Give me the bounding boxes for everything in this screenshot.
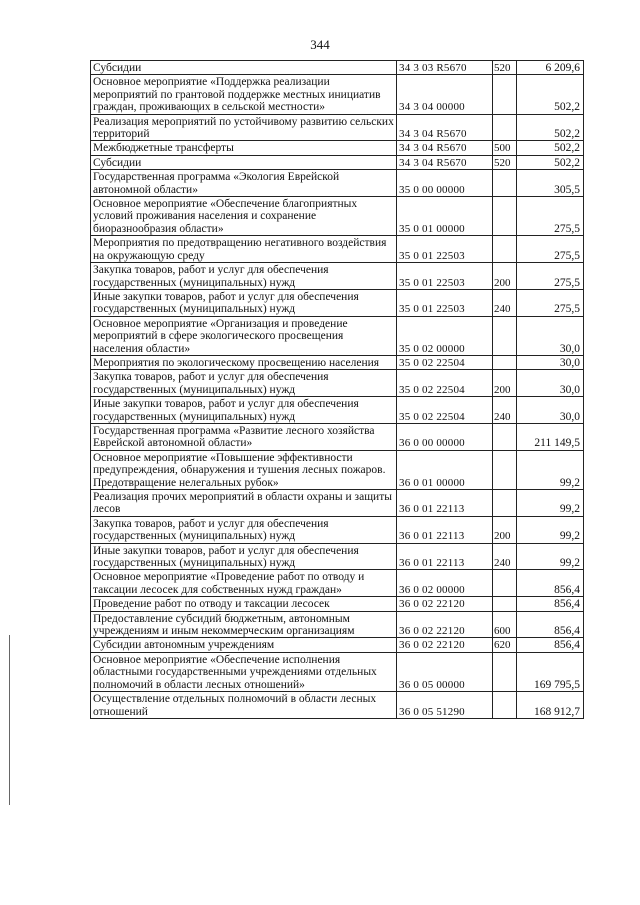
table-row [91,490,584,517]
row-code: 36 0 02 22120 [397,638,493,652]
row-code: 36 0 02 22120 [397,597,493,611]
row-amount: 99,2 [517,516,584,543]
row-amount: 6 209,6 [517,61,584,75]
table-row [91,423,584,450]
row-code: 34 3 04 R5670 [397,141,493,155]
row-code: 35 0 01 22503 [397,263,493,290]
row-code: 35 0 01 22503 [397,236,493,263]
row-amount: 502,2 [517,114,584,141]
table-row [91,355,584,369]
row-name: Субсидии [91,155,397,169]
table-row [91,61,584,75]
table-row [91,114,584,141]
row-name: Мероприятия по предотвращению негативного воздействия на окружающую среду [91,236,397,263]
row-vr: 620 [493,638,517,652]
row-name: Проведение работ по отводу и таксации лесосек [91,597,397,611]
row-amount: 30,0 [517,355,584,369]
row-amount: 30,0 [517,397,584,424]
row-vr [493,490,517,517]
row-vr: 600 [493,611,517,638]
row-name: Реализация прочих мероприятий в области охраны и защиты лесов [91,490,397,517]
table-row [91,692,584,719]
row-name: Иные закупки товаров, работ и услуг для обеспечения государственных (муниципальных) нужд [91,289,397,316]
row-name: Государственная программа «Экология Еврейской автономной области» [91,170,397,197]
row-vr [493,423,517,450]
table-row [91,570,584,597]
row-name: Закупка товаров, работ и услуг для обеспечения государственных (муниципальных) нужд [91,516,397,543]
table-row [91,289,584,316]
row-amount: 275,5 [517,236,584,263]
row-amount: 99,2 [517,450,584,489]
row-code: 36 0 01 00000 [397,450,493,489]
row-vr [493,692,517,719]
row-code: 34 3 03 R5670 [397,61,493,75]
row-name: Основное мероприятие «Повышение эффективности предупреждения, обнаружения и тушения лесных пожаров. Предотвращение нелегальных рубок» [91,450,397,489]
row-vr: 200 [493,263,517,290]
row-name: Реализация мероприятий по устойчивому развитию сельских территорий [91,114,397,141]
row-amount: 169 795,5 [517,652,584,691]
table-row [91,597,584,611]
row-name: Иные закупки товаров, работ и услуг для обеспечения государственных (муниципальных) нужд [91,543,397,570]
page-number: 344 [310,37,330,52]
row-code: 34 3 04 R5670 [397,155,493,169]
row-amount: 275,5 [517,289,584,316]
row-vr [493,170,517,197]
row-amount: 30,0 [517,316,584,355]
row-code: 36 0 01 22113 [397,490,493,517]
row-code: 36 0 01 22113 [397,516,493,543]
row-name: Основное мероприятие «Обеспечение исполнения областными государственными учреждениями отдельных полномочий в области лесных отношений» [91,652,397,691]
row-vr [493,114,517,141]
table-row [91,450,584,489]
row-code: 35 0 01 00000 [397,197,493,236]
row-amount: 275,5 [517,263,584,290]
row-amount: 856,4 [517,570,584,597]
table-row [91,370,584,397]
row-amount: 502,2 [517,75,584,114]
table-body [91,61,584,719]
row-vr: 520 [493,155,517,169]
row-vr [493,197,517,236]
row-amount: 99,2 [517,543,584,570]
row-vr: 240 [493,397,517,424]
table-row [91,75,584,114]
row-name: Предоставление субсидий бюджетным, автономным учреждениям и иным некоммерческим организациям [91,611,397,638]
row-code: 36 0 05 51290 [397,692,493,719]
row-vr [493,355,517,369]
row-vr [493,75,517,114]
row-amount: 502,2 [517,141,584,155]
row-code: 36 0 00 00000 [397,423,493,450]
row-code: 35 0 02 22504 [397,355,493,369]
row-amount: 211 149,5 [517,423,584,450]
row-code: 35 0 02 00000 [397,316,493,355]
table-row [91,397,584,424]
row-code: 36 0 02 00000 [397,570,493,597]
row-name: Основное мероприятие «Проведение работ по отводу и таксации лесосек для собственных нужд граждан» [91,570,397,597]
table-row [91,611,584,638]
row-code: 35 0 00 00000 [397,170,493,197]
row-vr [493,316,517,355]
margin-line [9,635,10,805]
table-row [91,263,584,290]
row-code: 36 0 01 22113 [397,543,493,570]
row-code: 36 0 05 00000 [397,652,493,691]
row-vr [493,450,517,489]
row-vr: 520 [493,61,517,75]
table-row [91,652,584,691]
table-row [91,543,584,570]
row-name: Основное мероприятие «Организация и проведение мероприятий в сфере экологического просвещения населения области» [91,316,397,355]
row-amount: 856,4 [517,611,584,638]
row-name: Иные закупки товаров, работ и услуг для обеспечения государственных (муниципальных) нужд [91,397,397,424]
row-name: Закупка товаров, работ и услуг для обеспечения государственных (муниципальных) нужд [91,370,397,397]
row-name: Осуществление отдельных полномочий в области лесных отношений [91,692,397,719]
row-amount: 275,5 [517,197,584,236]
row-vr: 240 [493,543,517,570]
row-vr [493,597,517,611]
row-amount: 502,2 [517,155,584,169]
table-row [91,638,584,652]
table-row [91,197,584,236]
row-name: Межбюджетные трансферты [91,141,397,155]
row-name: Субсидии автономным учреждениям [91,638,397,652]
budget-table [90,60,584,719]
table-row [91,170,584,197]
row-vr: 200 [493,516,517,543]
row-name: Основное мероприятие «Поддержка реализации мероприятий по грантовой поддержке местных инициатив граждан, проживающих в сельской местности» [91,75,397,114]
row-code: 34 3 04 00000 [397,75,493,114]
table-row [91,516,584,543]
row-amount: 168 912,7 [517,692,584,719]
row-vr: 500 [493,141,517,155]
table-row [91,155,584,169]
row-amount: 30,0 [517,370,584,397]
row-code: 35 0 02 22504 [397,397,493,424]
table-row [91,236,584,263]
table-row [91,316,584,355]
row-amount: 856,4 [517,597,584,611]
row-amount: 99,2 [517,490,584,517]
row-name: Государственная программа «Развитие лесного хозяйства Еврейской автономной области» [91,423,397,450]
row-code: 36 0 02 22120 [397,611,493,638]
row-vr [493,570,517,597]
row-code: 35 0 01 22503 [397,289,493,316]
row-name: Закупка товаров, работ и услуг для обеспечения государственных (муниципальных) нужд [91,263,397,290]
row-vr [493,236,517,263]
row-vr: 200 [493,370,517,397]
row-vr: 240 [493,289,517,316]
row-name: Основное мероприятие «Обеспечение благоприятных условий проживания населения и сохранение биоразнообразия области» [91,197,397,236]
row-name: Мероприятия по экологическому просвещению населения [91,355,397,369]
table-row [91,141,584,155]
row-name: Субсидии [91,61,397,75]
row-amount: 856,4 [517,638,584,652]
row-vr [493,652,517,691]
row-code: 34 3 04 R5670 [397,114,493,141]
row-code: 35 0 02 22504 [397,370,493,397]
row-amount: 305,5 [517,170,584,197]
